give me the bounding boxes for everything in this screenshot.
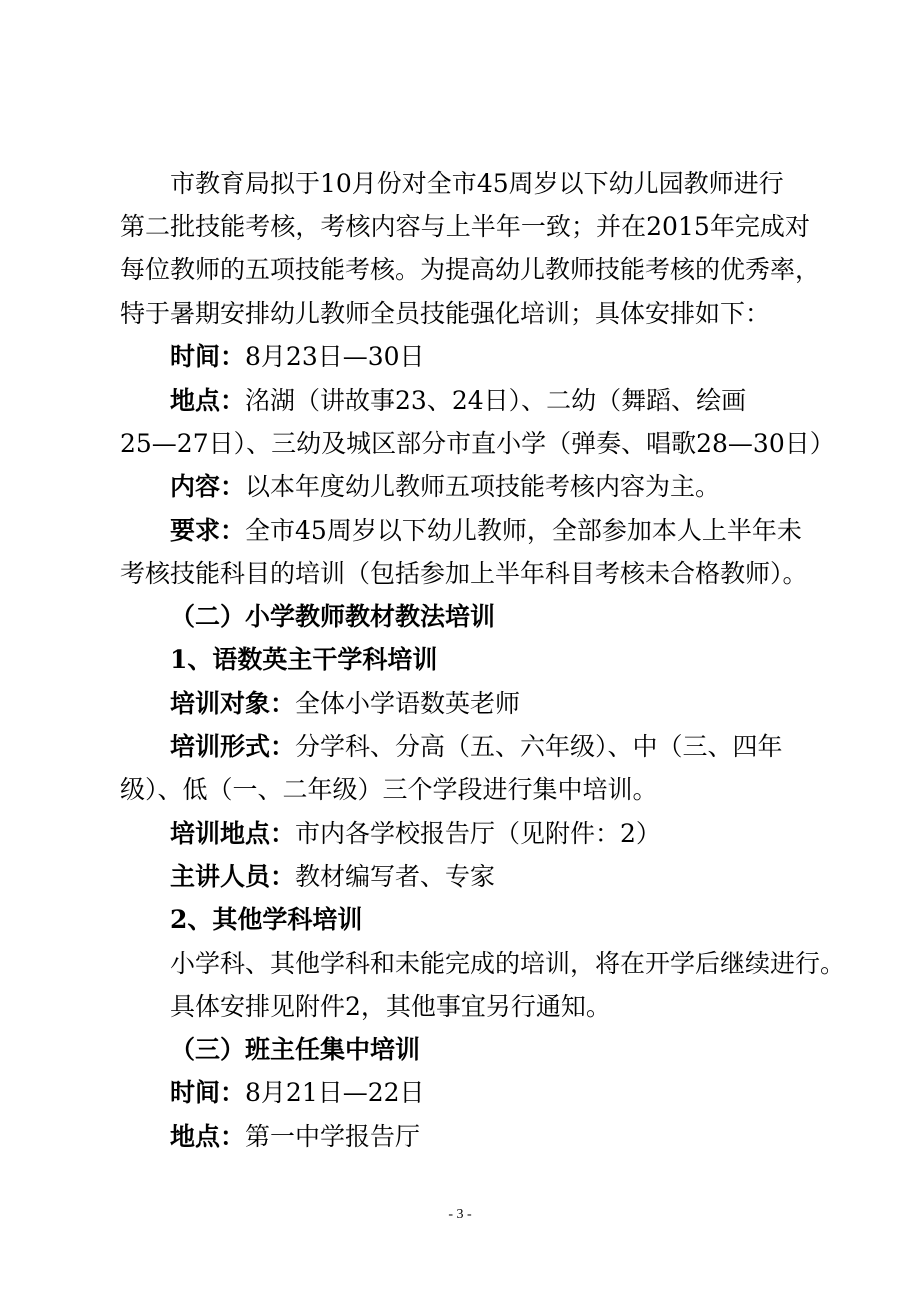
kindergarten-requirement-continued: 考核技能科目的培训（包括参加上半年科目考核未合格教师）。 [120, 559, 808, 588]
kindergarten-location [170, 383, 810, 419]
location-label: 地点： [170, 386, 246, 415]
target-value: 全体小学语数英老师 [295, 689, 521, 718]
training-place [170, 816, 810, 852]
target-label: 培训对象： [170, 689, 296, 718]
form-label: 培训形式： [170, 732, 296, 761]
training-form [170, 729, 810, 765]
requirement-value: 全市45周岁以下幼儿教师，全部参加本人上半年未 [245, 516, 802, 545]
page-number: - 3 - [448, 1207, 472, 1222]
section-heading: （三）班主任集中培训 [170, 1035, 421, 1064]
training-speaker [170, 859, 810, 895]
place-value: 市内各学校报告厅（见附件：2） [295, 819, 661, 848]
content-value: 以本年度幼儿教师五项技能考核内容为主。 [245, 472, 721, 501]
subsection-heading: 2、其他学科培训 [170, 905, 363, 934]
location-label: 地点： [170, 1122, 246, 1151]
kindergarten-location-continued: 25—27日）、三幼及城区部分市直小学（弹奏、唱歌28—30日） [120, 429, 835, 458]
paragraph-line: 市教育局拟于10月份对全市45周岁以下幼儿园教师进行 [170, 169, 784, 198]
paragraph-line: 第二批技能考核，考核内容与上半年一致；并在2015年完成对 [120, 212, 810, 241]
location-value: 洺湖（讲故事23、24日）、二幼（舞蹈、绘画 [245, 386, 747, 415]
subsection-heading: 1、语数英主干学科培训 [170, 645, 438, 674]
time-label: 时间： [170, 1078, 246, 1107]
training-target [170, 686, 810, 722]
speaker-label: 主讲人员： [170, 862, 296, 891]
paragraph-line: 小学科、其他学科和未能完成的培训，将在开学后继续进行。 [170, 949, 846, 978]
time-value: 8月23日—30日 [245, 342, 425, 371]
time-value: 8月21日—22日 [245, 1078, 425, 1107]
content-label: 内容： [170, 472, 246, 501]
location-value: 第一中学报告厅 [245, 1122, 421, 1151]
form-value: 分学科、分高（五、六年级）、中（三、四年 [295, 732, 783, 761]
paragraph-line: 具体安排见附件2，其他事宜另行通知。 [170, 992, 611, 1021]
headteacher-location [170, 1119, 810, 1155]
time-label: 时间： [170, 342, 246, 371]
place-label: 培训地点： [170, 819, 296, 848]
paragraph-line: 特于暑期安排幼儿教师全员技能强化培训；具体安排如下： [120, 299, 771, 328]
headteacher-time [170, 1075, 810, 1111]
paragraph-line: 每位教师的五项技能考核。为提高幼儿教师技能考核的优秀率， [120, 255, 821, 284]
kindergarten-time [170, 339, 810, 375]
kindergarten-requirement [170, 513, 810, 549]
kindergarten-content [170, 469, 810, 505]
training-form-continued: 级）、低（一、二年级）三个学段进行集中培训。 [120, 775, 658, 804]
section-heading: （二）小学教师教材教法培训 [170, 602, 496, 631]
requirement-label: 要求： [170, 516, 246, 545]
speaker-value: 教材编写者、专家 [295, 862, 496, 891]
